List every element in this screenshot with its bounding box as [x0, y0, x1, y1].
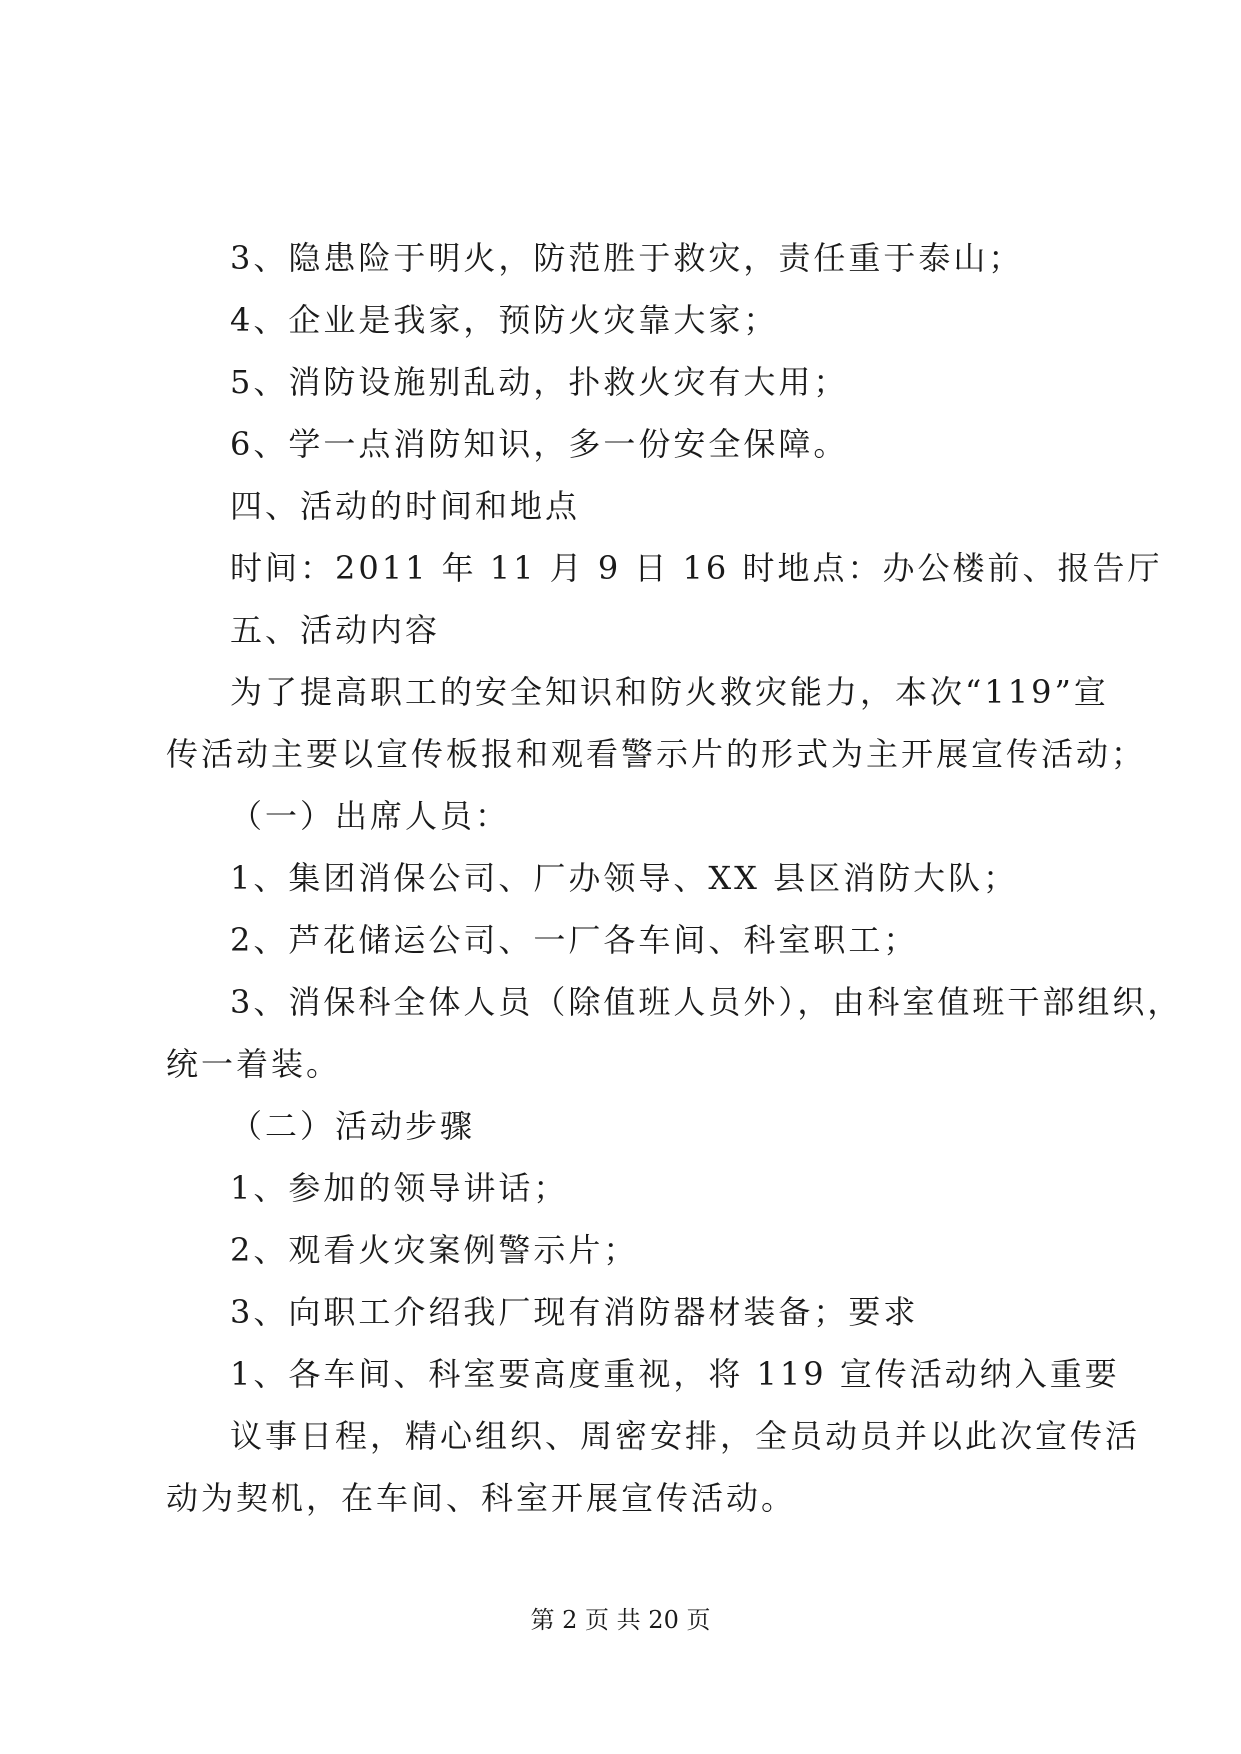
paragraph: 时间：2011 年 11 月 9 日 16 时地点：办公楼前、报告厅: [230, 549, 1163, 587]
section-heading: 五、活动内容: [230, 611, 441, 649]
list-item: 4、企业是我家，预防火灾靠大家；: [230, 301, 779, 339]
list-item: 6、学一点消防知识，多一份安全保障。: [230, 425, 849, 463]
paragraph: 动为契机，在车间、科室开展宣传活动。: [166, 1479, 797, 1517]
paragraph: 议事日程，精心组织、周密安排，全员动员并以此次宣传活: [230, 1417, 1141, 1455]
paragraph: 统一着装。: [166, 1045, 342, 1083]
paragraph: 传活动主要以宣传板报和观看警示片的形式为主开展宣传活动；: [166, 735, 1147, 773]
section-heading: 四、活动的时间和地点: [230, 487, 581, 525]
list-item: 5、消防设施别乱动，扑救火灾有大用；: [230, 363, 849, 401]
sub-heading: （一）出席人员：: [230, 797, 511, 835]
list-item: 3、隐患险于明火，防范胜于救灾，责任重于泰山；: [230, 239, 1024, 277]
list-item: 3、向职工介绍我厂现有消防器材装备；要求: [230, 1293, 919, 1331]
list-item: 1、各车间、科室要高度重视，将 119 宣传活动纳入重要: [230, 1355, 1120, 1393]
list-item: 3、消保科全体人员（除值班人员外），由科室值班干部组织，: [230, 983, 1183, 1021]
paragraph: 为了提高职工的安全知识和防火救灾能力，本次“119”宣: [230, 673, 1109, 711]
sub-heading: （二）活动步骤: [230, 1107, 476, 1145]
list-item: 2、观看火灾案例警示片；: [230, 1231, 639, 1269]
list-item: 1、参加的领导讲话；: [230, 1169, 569, 1207]
page-number-footer: 第 2 页 共 20 页: [530, 1606, 711, 1634]
list-item: 1、集团消保公司、厂办领导、XX 县区消防大队；: [230, 859, 1019, 897]
list-item: 2、芦花储运公司、一厂各车间、科室职工；: [230, 921, 919, 959]
